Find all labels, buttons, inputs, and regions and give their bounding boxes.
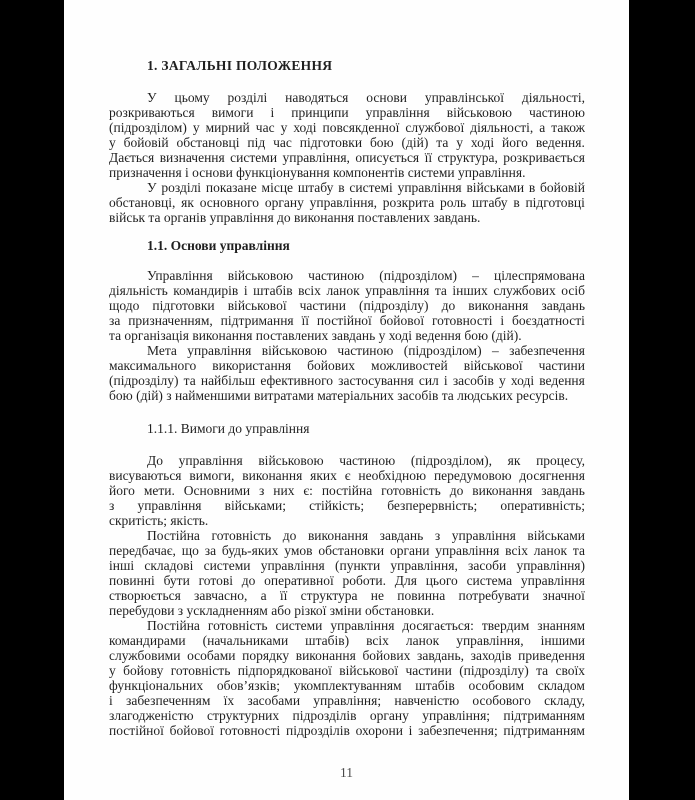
text-line: інші складові системи управління (пункти управління, засоби управління) — [109, 558, 585, 573]
text-line: У розділі показане місце штабу в системі управління військами в бойовій — [147, 180, 585, 195]
text-line: розкриваються вимоги і принципи управління військовою частиною — [109, 105, 585, 120]
paragraph — [109, 343, 585, 403]
text-line: Мета управління військовою частиною (підрозділом) – забезпечення — [147, 343, 585, 358]
text-line: (підрозділом) у мирний час у ході повсякденної службової діяльності, а також — [109, 120, 585, 135]
document-page — [64, 0, 629, 800]
text-line: у бойову готовність підпорядкованої військової частини (підрозділу) та своїх — [109, 663, 585, 678]
text-line: обстановці, як основного органу управління, розкрита роль штабу в підготовці — [109, 195, 585, 210]
text-line: Дається визначення системи управління, описується її структура, розкривається — [109, 150, 585, 165]
page-number: 11 — [340, 765, 353, 780]
text-line: у бойовій обстановці під час підготовки бою (дій) та у ході його ведення. — [109, 135, 585, 150]
paragraph — [109, 90, 585, 180]
section-heading-3: 1.1.1. Вимоги до управління — [147, 421, 310, 436]
text-line: щодо підготовки військової частини (підрозділу) до виконання завдань — [109, 298, 585, 313]
section-heading-1: 1. ЗАГАЛЬНІ ПОЛОЖЕННЯ — [147, 58, 333, 73]
text-line: і забезпеченням їх засобами управління; навченістю особового складу, — [109, 693, 585, 708]
text-line: військ та органів управління до виконання поставлених завдань. — [109, 210, 481, 225]
text-line: командирами (начальниками штабів) всіх ланок управління, іншими — [109, 633, 585, 648]
text-line: передбачає, що за будь-яких умов обстановки органи управління всіх ланок та — [109, 543, 585, 558]
text-line: Постійна готовність до виконання завдань з управління військами — [147, 528, 585, 543]
text-line: скритість; якість. — [109, 513, 209, 528]
text-line: висуваються вимоги, виконання яких є необхідною передумовою досягнення — [109, 468, 585, 483]
text-line: за призначенням, підтримання її постійної бойової готовності і боєздатності — [109, 313, 585, 328]
text-line: з управління військами; стійкість; безперервність; оперативність; — [109, 498, 585, 513]
text-line: бою (дій) з найменшими витратами матеріальних засобів та людських ресурсів. — [109, 388, 569, 403]
text-block — [109, 58, 585, 738]
text-line: максимального використання бойових можливостей військової частини — [109, 358, 585, 373]
text-line: Управління військовою частиною (підрозділом) – цілеспрямована — [147, 268, 585, 283]
paragraph — [109, 528, 585, 618]
text-line: злагодженістю структурних підрозділів органу управління; підтриманням — [109, 708, 585, 723]
text-line: Постійна готовність системи управління досягається: твердим знанням — [147, 618, 585, 633]
text-line: його мети. Основними з них є: постійна готовність до виконання завдань — [109, 483, 585, 498]
text-line: діяльність командирів і штабів всіх ланок управління та інших службових осіб — [109, 283, 585, 298]
text-line: створюється завчасно, а її структура не повинна потребувати значної — [109, 588, 585, 603]
paragraph — [109, 180, 585, 225]
paragraph — [109, 618, 585, 738]
text-line: До управління військовою частиною (підрозділом), як процесу, — [147, 453, 585, 468]
section-heading-2: 1.1. Основи управління — [147, 238, 290, 253]
text-line: призначення і основи функціонування компонентів системи управління. — [109, 165, 526, 180]
text-line: службовими особами порядку виконання бойових завдань, заходів приведення — [109, 648, 585, 663]
text-line: (підрозділу) та найбільш ефективного застосування сил і засобів у ході ведення — [109, 373, 585, 388]
text-line: перебудови з ускладненням або різкої зміни обстановки. — [109, 603, 435, 618]
paragraph — [109, 268, 585, 343]
text-line: постійної бойової готовності підрозділів охорони і забезпечення; підтриманням — [109, 723, 585, 738]
text-line: повинні бути готові до оперативної роботи. Для цього система управління — [109, 573, 585, 588]
text-line: функціональних обов’язків; укомплектуванням штабів особовим складом — [109, 678, 585, 693]
text-line: У цьому розділі наводяться основи управлінської діяльності, — [147, 90, 585, 105]
paragraph — [109, 453, 585, 528]
text-line: та організація виконання поставлених завдань у ході ведення бою (дій). — [109, 328, 522, 343]
